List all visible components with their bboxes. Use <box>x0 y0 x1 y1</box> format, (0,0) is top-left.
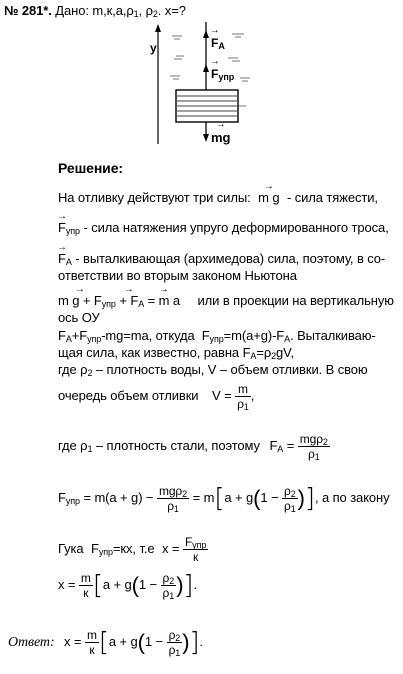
problem-number: № 281*. <box>4 3 52 18</box>
line-10: очередь объем отливки V = $\frac{m}{\rho_1}$ , <box>58 382 255 412</box>
line-3: → $F_A$ - выталкивающая (архимедова) сила, поэтому, в со- <box>58 251 385 267</box>
fa-arrowhead <box>203 30 209 38</box>
mg-arrowhead <box>203 134 209 142</box>
line-7: $F_A+F_{упр}-mg=ma$, откуда $F_{упр}=m(a+g)-F_A$. Выталкиваю- <box>58 328 376 344</box>
fupr-label: → $F_{упр}$ <box>211 67 234 81</box>
line-5: → m $g + F_{упр}$ → + $F_A$ → = m a или в проекции на вертикальную <box>58 293 394 309</box>
answer-label: Ответ: <box>8 634 55 650</box>
line-2: → $F_{упр}$ - сила натяжения упруго деформированного троса, <box>58 220 389 236</box>
force-diagram <box>140 22 270 148</box>
line-12: $F_{упр} = m(a + g)$ − $\frac{mg\rho_2}{\rho_1}$ = m[a + g(1 − $\frac{\rho_2}{\rho_1}$ )], а по закону <box>58 483 390 514</box>
line-14: x = $\frac{m}{к}$ [a + g(1 − $\frac{\rho_2}{\rho_1}$ )]. <box>58 570 197 601</box>
line-6: ось ОУ <box>58 310 100 325</box>
mg-label: → mg <box>211 130 231 145</box>
problem-header <box>4 3 186 19</box>
line-13: Гука $F_{упр}=кx$, т.е x = $\frac{F_{упр}}{к}$ <box>58 535 207 564</box>
line-1: На отливку действуют три силы: → m g - сила тяжести, <box>58 190 378 206</box>
line-8: щая сила, как известно, равна $F_A=\rho_2gV$, <box>58 345 295 361</box>
fupr-arrowhead <box>203 64 209 72</box>
line-11: где $\rho_1$ – плотность стали, поэтому $F_A$ = $\frac{mg\rho_2}{\rho_1}$ <box>58 432 328 462</box>
line-9: где $\rho_2$ – плотность воды, V – объем отливки. В свою <box>58 362 368 378</box>
fa-label: → $F_A$ <box>211 36 225 50</box>
y-axis-arrowhead <box>155 24 161 32</box>
answer-line: Ответ: x = $\frac{m}{к}$ [a + g(1 − $\frac{\rho_2}{\rho_1}$ )]. <box>8 627 203 658</box>
y-axis-label: y <box>150 41 157 55</box>
given-text: Дано: $m,к,a,\rho_1$, $\rho_2$. x=? <box>55 3 186 19</box>
line-4: ответствии во вторым законом Ньютона <box>58 268 297 283</box>
solution-heading: Решение: <box>58 160 123 176</box>
